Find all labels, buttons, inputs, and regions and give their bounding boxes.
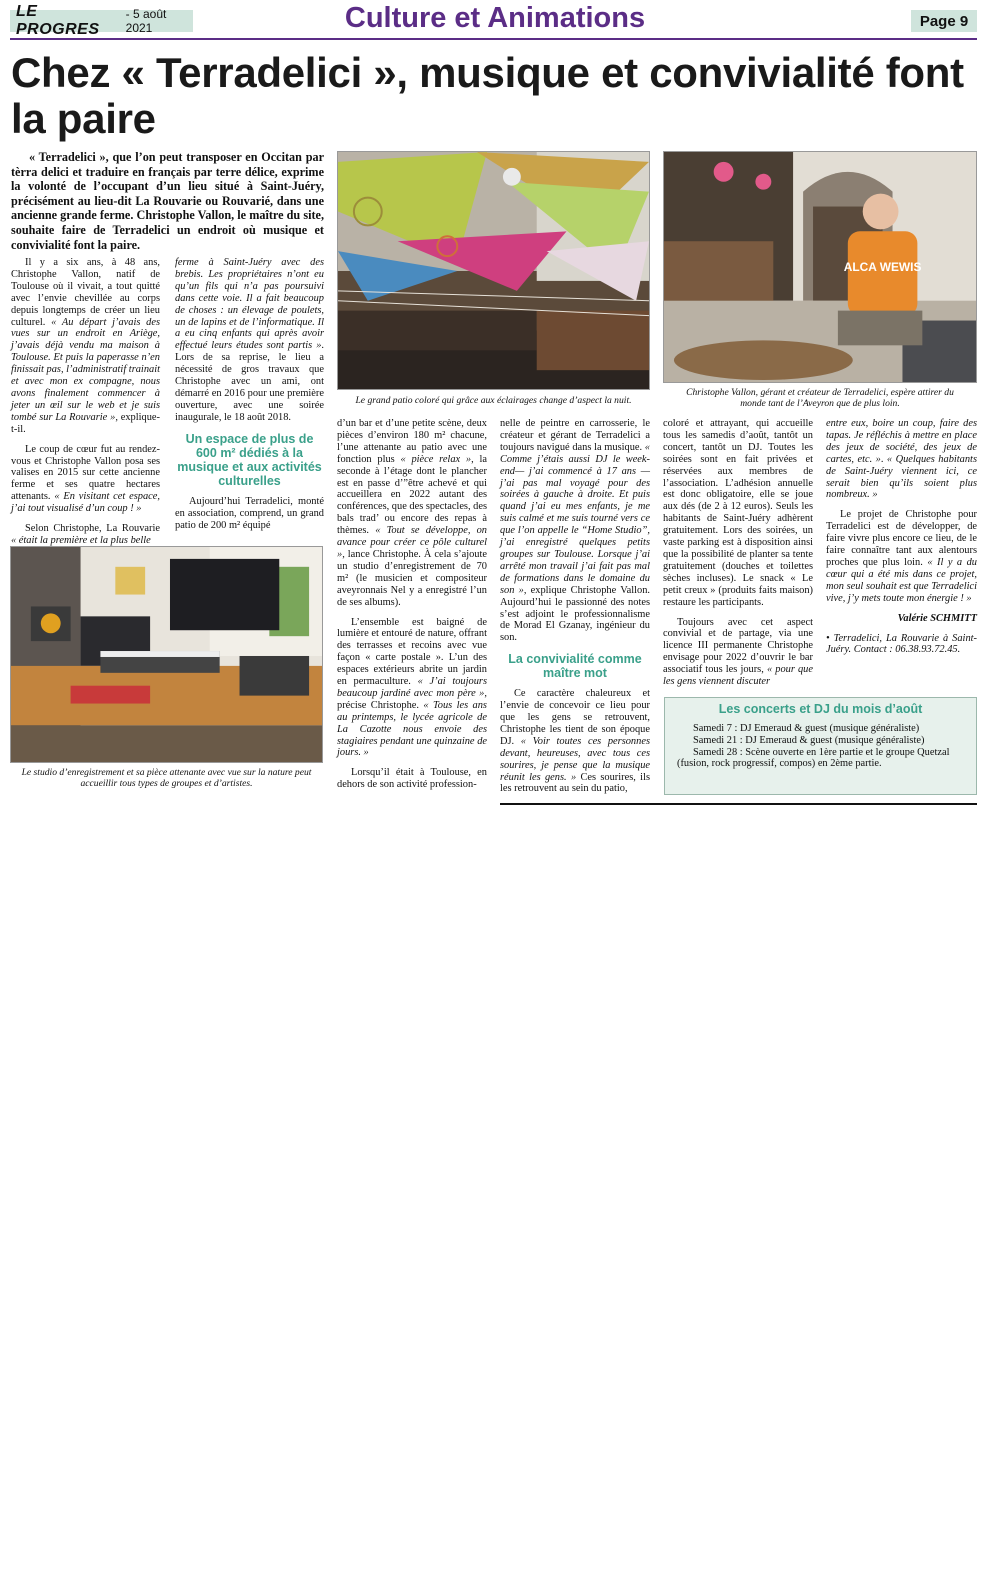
subheading: La convivialité comme maître mot xyxy=(508,652,642,681)
column-4 xyxy=(500,418,650,803)
concerts-box xyxy=(664,697,977,795)
page-number: Page 9 xyxy=(911,10,977,32)
section-title: Culture et Animations xyxy=(344,2,646,34)
column-5 xyxy=(663,418,813,696)
paragraph: Le coup de cœur fut au rendez-vous et Christophe Vallon posa ses valises en 2015 sur cette ancienne ferme et ses quatre hectares attenants. « En visitant cet espace, j’ai tout visualisé d’un coup ! » xyxy=(11,443,160,515)
paragraph: coloré et attrayant, qui accueille tous les samedis d’août, tantôt un concert, tantôt un DJ. Toutes les soirées sont en fait privées et réservées aux membres de l’association. L’adhésion annuelle est donc obligatoire, elle se joue aux dés (de 2 à 12 euros). Seuls les habitants de Saint-Juéry adhèrent gratuitement. Lors des soirées, un vaste parking est à disposition ainsi que la possibilité de planter sa tente gratuitement (douches et toilettes sèches incluses). Le snack « Le petit creux » (produits faits maison) restaure les participants. xyxy=(663,418,813,608)
patio-illustration xyxy=(338,152,649,389)
issue-date: - 5 août 2021 xyxy=(125,7,167,35)
subheading: Un espace de plus de 600 m² dédiés à la musique et aux activités culturelles xyxy=(177,431,322,488)
paragraph: Ce caractère chaleureux et l’envie de concevoir ce lieu pour que les gens se retrouvent, Christophe les tient de son époque DJ. « Voir toutes ces personnes devant, heureuses, avec tous ces sourires, je pense que la musique réunit les gens. » Ces sourires, ils les retrouvent au sein du patio, xyxy=(500,688,650,795)
paragraph: Selon Christophe, La Rouvarie « était la première et la plus belle xyxy=(11,523,160,546)
paragraph: L’ensemble est baigné de lumière et entouré de nature, offrant des terrasses et recoins avec vue façon « carte postale ». L’un des espaces extérieurs abrite un jardin en permaculture. « J’ai toujours beaucoup jardiné avec mon père », précise Christophe. « Tous les ans au printemps, le lycée agricole de La Cazotte nous envoie des stagiaires pendant une quinzaine de jours. » xyxy=(337,616,487,759)
portrait-illustration xyxy=(664,152,976,382)
article-lead: « Terradelici », que l’on peut transposer en Occitan par tèrra delici et traduire en français par terre délice, exprime la volonté de l’occupant d’un lieu situé à Saint-Juéry, précisément au lieu-dit La Rouvarie ou Rouvarié, dans une ancienne grande ferme. Christophe Vallon, le maître du site, souhaite faire de Terradelici un endroit où musique et convivialité font la paire. xyxy=(11,150,324,252)
article-headline: Chez « Terradelici », musique et convivialité font la paire xyxy=(11,49,964,142)
paragraph: entre eux, boire un coup, faire des tapas. Je réfléchis à mettre en place des jeux de société, des jeux de cartes, etc. ». « Quelques habitants de Saint-Juéry viennent ici, ce serait bien qu’ils soient plus nombreux. » xyxy=(826,418,977,501)
concert-line: Samedi 28 : Scène ouverte en 1ère partie et le groupe Quetzal xyxy=(693,746,950,758)
contact-info: • Terradelici, La Rouvarie à Saint-Juéry. Contact : 06.38.93.72.45. xyxy=(826,632,977,656)
patio-photo xyxy=(337,151,650,390)
patio-caption: Le grand patio coloré qui grâce aux éclairages change d’aspect la nuit. xyxy=(355,395,632,406)
column-6 xyxy=(826,418,977,664)
studio-illustration xyxy=(11,547,322,762)
header-paper-band xyxy=(10,3,193,38)
concert-line: Samedi 7 : DJ Emeraud & guest (musique généraliste) xyxy=(693,723,920,734)
column-1 xyxy=(11,257,160,555)
paragraph: Il y a six ans, à 48 ans, Christophe Vallon, natif de Toulouse où il vivait, a tout quitté avec l’envie chevillée au corps depuis longtemps de créer un lieu culturel. « Au départ j’avais des vues sur un endroit en Ariège, j’avais déjà vendu ma maison à Toulouse. Et puis la paperasse n’en finissait pas, l’administratif trainait et avec mon ex compagne, nous avons finalement commencer à jeter un œil sur le web et je suis tombé sur La Rouvarie », explique-t-il. xyxy=(11,257,160,435)
shirt-print: ALCA WEWIS xyxy=(843,259,922,274)
paragraph: ferme à Saint-Juéry avec des brebis. Les propriétaires n’ont eu qu’un fils qui n’a pas poursuivi dans cette voie. Il a fait beaucoup de choses : un élevage de poulets, un de lapins et de l’informatique. Il a eu cinq enfants qui après avoir effectué leurs études sont partis ». Lors de sa reprise, le lieu a nécessité de gros travaux que Christophe avec un ami, ont démarré en 2016 pour une première ouverture, avec une soirée inaugurale, le 18 août 2018. xyxy=(175,257,324,423)
paragraph: Aujourd’hui Terradelici, monté en association, comprend, un grand patio de 200 m² équipé xyxy=(175,495,324,531)
column-3 xyxy=(337,418,487,799)
paragraph: Le projet de Christophe pour Terradelici est de développer, de faire vivre plus encore ce lieu, de le faire connaître tant aux alentours proches que plus loin. « Il y a du cœur qui a été mis dans ce projet, mon seul souhait est que Terradelici vive, j’y mets toute mon énergie ! » xyxy=(826,509,977,604)
header-rule xyxy=(10,38,977,40)
column-2 xyxy=(175,257,324,539)
concert-line: Samedi 21 : DJ Emeraud & guest (musique généraliste) xyxy=(693,734,925,746)
concert-line: (fusion, rock progressif, compos) en 2ème partie. xyxy=(677,758,882,770)
article-end-rule xyxy=(500,803,977,805)
author-signature: Valérie SCHMITT xyxy=(897,612,977,624)
paragraph: Toujours avec cet aspect convivial et de partage, via une licence III permanente Christophe envisage pour 2022 d’ouvrir le bar associatif tous les jours, « pour que les gens viennent discuter xyxy=(663,616,813,688)
paragraph: nelle de peintre en carrosserie, le créateur et gérant de Terradelici a toujours navigué dans la musique. « Comme j’étais aussi DJ le week-end— j’ai commencé à 17 ans —j’ai pas mal voyagé pour des soirées à gauche à droite. Et puis quand j’ai eu mes enfants, je me suis calmé et me suis tourné vers ce que l’on appelle le “Home Studio”, j’ai enregistré quelques petits groupes sur Toulouse. Lorsque j’ai arrêté mon travail j’ai fait pas mal de formations dans le domaine du son », explique Christophe Vallon. Aujourd’hui le passionné des notes s’est adjoint le professionnalisme de Morad El Gzanay, ingénieur du son. xyxy=(500,418,650,644)
portrait-photo xyxy=(663,151,977,383)
studio-photo xyxy=(10,546,323,763)
newspaper-name: LE PROGRES xyxy=(16,3,100,38)
paragraph: Lorsqu’il était à Toulouse, en dehors de son activité profession- xyxy=(337,767,487,791)
concerts-box-title: Les concerts et DJ du mois d’août xyxy=(718,702,923,716)
studio-caption: Le studio d’enregistrement et sa pièce attenante avec vue sur la nature peut accueillir tous types de groupes et d’artistes. xyxy=(21,767,312,789)
paragraph: d’un bar et d’une petite scène, deux pièces d’environ 180 m² chacune, l’une attenante au patio avec une fonction plus « pièce relax », la seconde à l’étage dont le plancher est en passe d’”être achevé et qui accueillera en 2022 autant des conférences, que des spectacles, des bals trad’ ou encore des repas à thèmes. « Tout se développe, on avance pour créer ce pôle culturel », lance Christophe. À cela s’ajoute un studio d’enregistrement de 70 m² (le musicien et compositeur aveyronnais Nel y a enregistré l’un de ses albums). xyxy=(337,418,488,608)
portrait-caption: Christophe Vallon, gérant et créateur de Terradelici, espère attirer du monde tant de l’Aveyron que de plus loin. xyxy=(686,387,954,409)
